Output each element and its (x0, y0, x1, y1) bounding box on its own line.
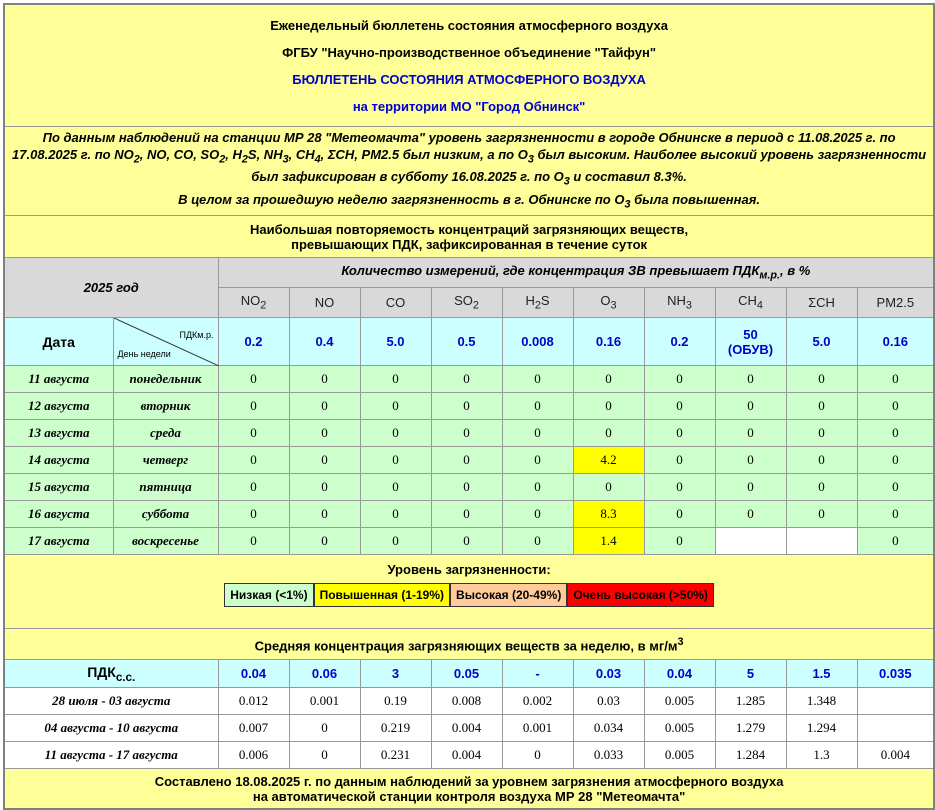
cell-value: 0.006 (218, 742, 289, 769)
pdk-ss-value: - (502, 660, 573, 688)
cell-value: 0 (289, 715, 360, 742)
cell-value: 0 (857, 528, 934, 555)
cell-value: 0 (289, 742, 360, 769)
row-date: 16 августа (4, 501, 113, 528)
cell-value: 0 (786, 501, 857, 528)
cell-value: 1.279 (715, 715, 786, 742)
row-date: 15 августа (4, 474, 113, 501)
cell-value: 0 (502, 393, 573, 420)
cell-value: 0 (715, 366, 786, 393)
row-weekday: воскресенье (113, 528, 218, 555)
cell-value: 0 (786, 366, 857, 393)
cell-value: 0 (644, 366, 715, 393)
row-weekday: суббота (113, 501, 218, 528)
summary-paragraph-1: По данным наблюдений на станции МР 28 "Метеомачта" уровень загрязненности в городе Обнинске в период с 11.08.2025 г. по 17.08.2025 г. по $NO_2$, NO, CO, $SO_2$, $H_2S$, $NH_3$, $CH_4$, ΣCH, PM2.5 был низким, а по $O_3$ был высоким. Наиболее высокий уровень загрязненности был зафиксирован в субботу 16.08.2025 г. по $O_3$ и составил 8.3%. (12, 129, 927, 188)
header-line-2: ФГБУ "Научно-производственное объединение "Тайфун" (282, 45, 656, 61)
cell-value: 0 (644, 528, 715, 555)
row-weekday: четверг (113, 447, 218, 474)
pdk-ss-value: 0.04 (218, 660, 289, 688)
cell-value: 4.2 (573, 447, 644, 474)
cell-value (786, 528, 857, 555)
diagonal-header-cell (113, 318, 218, 366)
row-weekday: среда (113, 420, 218, 447)
cell-value: 0 (857, 501, 934, 528)
cell-value: 0 (644, 420, 715, 447)
table-row (4, 474, 934, 501)
cell-value: 0 (431, 420, 502, 447)
legend-section (4, 555, 934, 629)
cell-value: 0 (431, 501, 502, 528)
cell-value: 0 (857, 447, 934, 474)
pdk-mr-value: 0.008 (502, 318, 573, 366)
row-period: 04 августа - 10 августа (4, 715, 218, 742)
table-row (4, 528, 934, 555)
row-date: 17 августа (4, 528, 113, 555)
cell-value: 0.19 (360, 688, 431, 715)
cell-value (857, 688, 934, 715)
cell-value: 0 (502, 501, 573, 528)
cell-value: 0.001 (289, 688, 360, 715)
cell-value: 0.004 (431, 742, 502, 769)
cell-value: 0 (289, 393, 360, 420)
table-row (4, 420, 934, 447)
cell-value: 0 (502, 447, 573, 474)
cell-value: 0 (289, 528, 360, 555)
cell-value (715, 528, 786, 555)
pollutant-header: ΣCH (786, 288, 857, 318)
row-period: 11 августа - 17 августа (4, 742, 218, 769)
cell-value: 1.3 (786, 742, 857, 769)
year-header: 2025 год (4, 258, 218, 318)
pdk-mr-value: 0.4 (289, 318, 360, 366)
cell-value (857, 715, 934, 742)
pollutant-header: $NH_3$ (644, 288, 715, 318)
cell-value: 0 (644, 474, 715, 501)
cell-value: 1.294 (786, 715, 857, 742)
cell-value: 0.034 (573, 715, 644, 742)
cell-value: 0.005 (644, 715, 715, 742)
footer-line-1: Составлено 18.08.2025 г. по данным наблюдений за уровнем загрязнения атмосферного воздуха (154, 773, 784, 789)
table-row (4, 742, 934, 769)
cell-value: 1.285 (715, 688, 786, 715)
pdk-mr-value: 50 (ОБУВ) (715, 318, 786, 366)
bulletin-header (4, 4, 934, 126)
cell-value: 0 (857, 393, 934, 420)
pdk-mr-value: 0.5 (431, 318, 502, 366)
pollutant-header: NO (289, 288, 360, 318)
cell-value: 0 (360, 366, 431, 393)
cell-value: 0 (218, 366, 289, 393)
cell-value: 0 (715, 420, 786, 447)
pollutant-header: CO (360, 288, 431, 318)
table-row (4, 715, 934, 742)
cell-value: 0 (360, 474, 431, 501)
cell-value: 0 (289, 447, 360, 474)
cell-value: 0 (218, 447, 289, 474)
header-line-4: на территории МО "Город Обнинск" (352, 99, 586, 115)
measure-header: Количество измерений, где концентрация ЗВ превышает $ПДК_{м.р.}$, в % (218, 258, 934, 288)
row-weekday: пятница (113, 474, 218, 501)
cell-value: 0 (431, 447, 502, 474)
cell-value: 0 (431, 393, 502, 420)
pollutant-header: $CH_4$ (715, 288, 786, 318)
pollutant-header: PM2.5 (857, 288, 934, 318)
cell-value: 0.004 (431, 715, 502, 742)
weekday-label: День недели (117, 349, 171, 360)
cell-value: 0.002 (502, 688, 573, 715)
row-date: 14 августа (4, 447, 113, 474)
table-row (4, 393, 934, 420)
row-date: 11 августа (4, 366, 113, 393)
cell-value: 0 (360, 447, 431, 474)
pdk-ss-label: $ПДК_{с.с.}$ (4, 660, 218, 688)
cell-value: 8.3 (573, 501, 644, 528)
cell-value: 0 (218, 420, 289, 447)
table-row (4, 501, 934, 528)
cell-value: 0 (573, 474, 644, 501)
pdk-ss-value: 5 (715, 660, 786, 688)
summary-paragraph-2: В целом за прошедшую неделю загрязненность в г. Обнинске по $O_3$ была повышенная. (178, 191, 761, 211)
cell-value: 0 (573, 420, 644, 447)
table-row (4, 688, 934, 715)
cell-value: 0 (857, 420, 934, 447)
cell-value: 0.012 (218, 688, 289, 715)
cell-value: 0 (644, 501, 715, 528)
legend-title: Уровень загрязненности: (387, 562, 551, 578)
cell-value: 0.033 (573, 742, 644, 769)
pollutant-header: $NO_2$ (218, 288, 289, 318)
pollutant-header: $O_3$ (573, 288, 644, 318)
pdk-mr-label: ПДКм.р. (179, 330, 214, 341)
cell-value: 0 (715, 474, 786, 501)
cell-value: 1.4 (573, 528, 644, 555)
cell-value: 0 (573, 393, 644, 420)
cell-value: 0 (218, 474, 289, 501)
pdk-ss-row (4, 660, 934, 688)
cell-value: 0 (857, 474, 934, 501)
cell-value: 0 (431, 528, 502, 555)
cell-value: 0 (360, 501, 431, 528)
cell-value: 0 (218, 528, 289, 555)
bulletin-table (3, 3, 935, 810)
cell-value: 0 (431, 474, 502, 501)
row-weekday: вторник (113, 393, 218, 420)
cell-value: 0 (715, 393, 786, 420)
pdk-ss-value: 0.04 (644, 660, 715, 688)
cell-value: 0 (502, 366, 573, 393)
cell-value: 0.008 (431, 688, 502, 715)
cell-value: 0 (502, 474, 573, 501)
cell-value: 0 (573, 366, 644, 393)
pdk-mr-value: 0.16 (857, 318, 934, 366)
pdk-ss-value: 0.05 (431, 660, 502, 688)
pdk-mr-value: 0.2 (644, 318, 715, 366)
cell-value: 0.001 (502, 715, 573, 742)
header-line-1: Еженедельный бюллетень состояния атмосферного воздуха (270, 18, 668, 34)
cell-value: 0 (502, 528, 573, 555)
row-period: 28 июля - 03 августа (4, 688, 218, 715)
cell-value: 0 (218, 501, 289, 528)
footer-line-2: на автоматической станции контроля воздуха МР 28 "Метеомачта" (252, 788, 686, 804)
table-row (4, 366, 934, 393)
repeat-section-title: Наибольшая повторяемость концентраций загрязняющих веществ, превышающих ПДК, зафиксированная в течение суток (4, 216, 934, 258)
cell-value: 0.005 (644, 688, 715, 715)
cell-value: 0 (360, 393, 431, 420)
cell-value: 0 (715, 447, 786, 474)
pdk-mr-value: 5.0 (786, 318, 857, 366)
row-date: 13 августа (4, 420, 113, 447)
cell-value: 0 (786, 474, 857, 501)
cell-value: 0.231 (360, 742, 431, 769)
cell-value: 0 (218, 393, 289, 420)
legend-item: Низкая (<1%) (224, 583, 313, 607)
table-row (4, 447, 934, 474)
legend (5, 583, 933, 607)
pdk-ss-value: 1.5 (786, 660, 857, 688)
pdk-ss-value: 0.035 (857, 660, 934, 688)
cell-value: 0 (786, 447, 857, 474)
pollutant-header: $SO_2$ (431, 288, 502, 318)
cell-value: 0 (360, 528, 431, 555)
cell-value: 0.005 (644, 742, 715, 769)
legend-item: Высокая (20-49%) (450, 583, 567, 607)
cell-value: 0.03 (573, 688, 644, 715)
pdk-ss-value: 3 (360, 660, 431, 688)
cell-value: 0 (502, 742, 573, 769)
header-line-3: БЮЛЛЕТЕНЬ СОСТОЯНИЯ АТМОСФЕРНОГО ВОЗДУХА (292, 72, 646, 88)
cell-value: 0.219 (360, 715, 431, 742)
cell-value: 0 (644, 447, 715, 474)
row-weekday: понедельник (113, 366, 218, 393)
cell-value: 0 (644, 393, 715, 420)
cell-value: 0 (857, 366, 934, 393)
pdk-ss-value: 0.03 (573, 660, 644, 688)
cell-value: 1.348 (786, 688, 857, 715)
summary-text (4, 126, 934, 216)
cell-value: 1.284 (715, 742, 786, 769)
date-header: Дата (4, 318, 113, 366)
cell-value: 0 (431, 366, 502, 393)
cell-value: 0 (715, 501, 786, 528)
legend-item: Очень высокая (>50%) (567, 583, 714, 607)
cell-value: 0 (502, 420, 573, 447)
pollutant-header: $H_2S$ (502, 288, 573, 318)
cell-value: 0 (289, 474, 360, 501)
cell-value: 0.007 (218, 715, 289, 742)
footer (4, 769, 934, 809)
pdk-mr-value: 5.0 (360, 318, 431, 366)
cell-value: 0 (360, 420, 431, 447)
pdk-mr-value: 0.2 (218, 318, 289, 366)
weekly-section-title: Средняя концентрация загрязняющих веществ за неделю, в $мг/м^3$ (4, 629, 934, 660)
cell-value: 0 (786, 393, 857, 420)
pdk-mr-value: 0.16 (573, 318, 644, 366)
cell-value: 0 (786, 420, 857, 447)
row-date: 12 августа (4, 393, 113, 420)
legend-item: Повышенная (1-19%) (314, 583, 450, 607)
cell-value: 0 (289, 420, 360, 447)
pdk-mr-row (4, 318, 934, 366)
cell-value: 0.004 (857, 742, 934, 769)
cell-value: 0 (289, 366, 360, 393)
pdk-ss-value: 0.06 (289, 660, 360, 688)
cell-value: 0 (289, 501, 360, 528)
